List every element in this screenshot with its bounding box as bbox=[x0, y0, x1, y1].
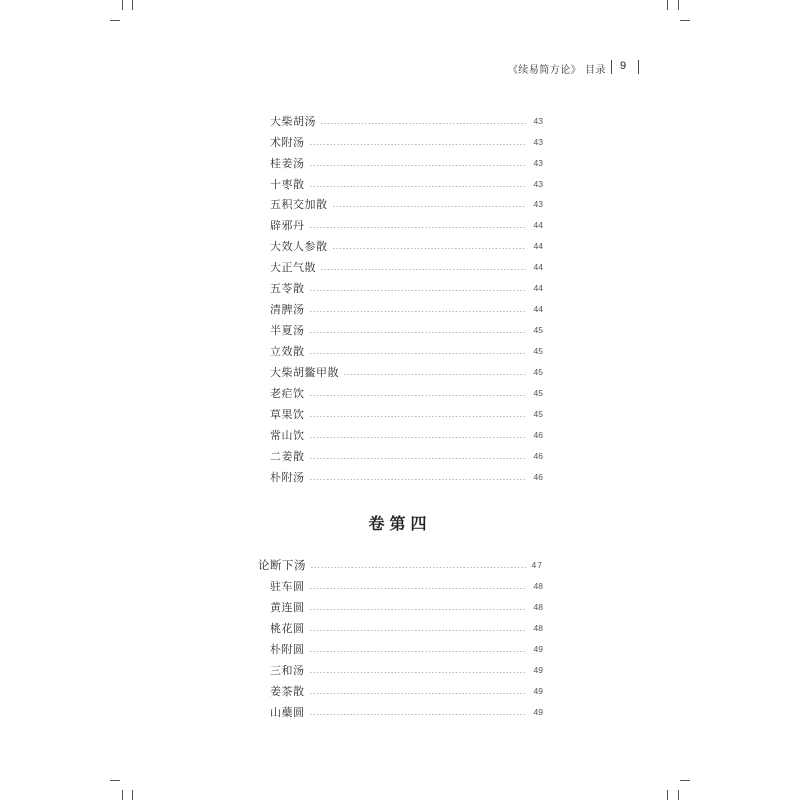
toc-entry-title: 常山饮 bbox=[270, 429, 305, 442]
toc-entry bbox=[270, 385, 543, 401]
toc-entry bbox=[270, 427, 543, 443]
leader-dots bbox=[343, 374, 526, 375]
leader-dots bbox=[309, 651, 527, 652]
toc-entry bbox=[270, 217, 543, 233]
toc-entry-page: 46 bbox=[533, 472, 543, 482]
leader-dots bbox=[332, 206, 527, 207]
volume-heading: 卷第四 bbox=[368, 514, 432, 533]
toc-entry-page: 45 bbox=[533, 346, 543, 356]
crop-mark-top-left bbox=[110, 20, 120, 21]
toc-entry bbox=[270, 620, 543, 636]
leader-dots bbox=[309, 165, 527, 166]
toc-entry-title: 大效人参散 bbox=[270, 240, 328, 253]
leader-dots bbox=[309, 672, 527, 673]
toc-entry bbox=[270, 196, 543, 212]
toc-entry bbox=[270, 683, 543, 699]
leader-dots bbox=[309, 693, 527, 694]
leader-dots bbox=[309, 290, 527, 291]
toc-entry-title: 半夏汤 bbox=[270, 324, 305, 337]
crop-mark-bottom-right bbox=[680, 780, 690, 781]
toc-entry-title: 桃花圆 bbox=[270, 622, 305, 635]
toc-entry bbox=[270, 176, 543, 192]
toc-entry-page: 49 bbox=[533, 707, 543, 717]
toc-entry bbox=[270, 704, 543, 720]
toc-entry bbox=[270, 641, 543, 657]
leader-dots bbox=[309, 144, 527, 145]
toc-entry-title: 大柴胡鳖甲散 bbox=[270, 366, 339, 379]
toc-entry-title: 草果饮 bbox=[270, 408, 305, 421]
toc-entry-page: 49 bbox=[533, 665, 543, 675]
crop-mark-bottom-left bbox=[110, 780, 120, 781]
leader-dots bbox=[309, 395, 527, 396]
toc-entry-title: 桂姜汤 bbox=[270, 157, 305, 170]
toc-section-entry bbox=[258, 557, 543, 573]
toc-entry-page: 44 bbox=[533, 241, 543, 251]
toc-entry bbox=[270, 280, 543, 296]
toc-entry-page: 46 bbox=[533, 451, 543, 461]
leader-dots bbox=[309, 353, 527, 354]
leader-dots bbox=[309, 630, 527, 631]
toc-entry-title: 朴附汤 bbox=[270, 471, 305, 484]
toc-entry bbox=[270, 469, 543, 485]
toc-entry-page: 45 bbox=[533, 325, 543, 335]
toc-entry-page: 43 bbox=[533, 158, 543, 168]
toc-entry-title: 立效散 bbox=[270, 345, 305, 358]
toc-entry-title: 朴附圆 bbox=[270, 643, 305, 656]
crop-mark-bottom-right bbox=[667, 790, 668, 800]
toc-entry bbox=[270, 578, 543, 594]
leader-dots bbox=[309, 458, 527, 459]
toc-entry-title: 术附汤 bbox=[270, 136, 305, 149]
toc-entry-page: 48 bbox=[533, 581, 543, 591]
toc-entry-page: 44 bbox=[533, 304, 543, 314]
toc-entry-page: 48 bbox=[533, 623, 543, 633]
header-divider bbox=[638, 60, 639, 74]
toc-entry-title: 十枣散 bbox=[270, 178, 305, 191]
toc-entry-title: 辟邪丹 bbox=[270, 219, 305, 232]
toc-entry-title: 大正气散 bbox=[270, 261, 316, 274]
toc-entry-page: 43 bbox=[533, 179, 543, 189]
page-number: 9 bbox=[620, 60, 627, 72]
toc-entry bbox=[270, 662, 543, 678]
leader-dots bbox=[309, 186, 527, 187]
toc-entry bbox=[270, 364, 543, 380]
leader-dots bbox=[310, 567, 526, 568]
toc-section-title: 论断下汤 bbox=[258, 558, 306, 572]
running-header bbox=[0, 60, 800, 76]
crop-mark-top-right bbox=[680, 20, 690, 21]
crop-mark-bottom-right bbox=[678, 790, 679, 800]
leader-dots bbox=[309, 714, 527, 715]
toc-entry-page: 44 bbox=[533, 262, 543, 272]
leader-dots bbox=[309, 479, 527, 480]
toc-entry-title: 大柴胡汤 bbox=[270, 115, 316, 128]
toc-entry-title: 清脾汤 bbox=[270, 303, 305, 316]
toc-entry-page: 45 bbox=[533, 367, 543, 377]
crop-mark-bottom-left bbox=[122, 790, 123, 800]
toc-entry bbox=[270, 343, 543, 359]
crop-mark-top-right bbox=[678, 0, 679, 10]
toc-entry-page: 45 bbox=[533, 409, 543, 419]
crop-mark-top-right bbox=[667, 0, 668, 10]
toc-entry-page: 43 bbox=[533, 199, 543, 209]
toc-entry bbox=[270, 301, 543, 317]
leader-dots bbox=[309, 227, 527, 228]
toc-entry-title: 五苓散 bbox=[270, 282, 305, 295]
crop-mark-top-left bbox=[122, 0, 123, 10]
toc-entry-title: 驻车圆 bbox=[270, 580, 305, 593]
toc-entry bbox=[270, 155, 543, 171]
toc-entry-title: 山蘗圆 bbox=[270, 706, 305, 719]
toc-entry-page: 48 bbox=[533, 602, 543, 612]
leader-dots bbox=[309, 311, 527, 312]
crop-mark-bottom-left bbox=[132, 790, 133, 800]
toc-entry bbox=[270, 113, 543, 129]
header-divider bbox=[611, 60, 612, 74]
toc-entry bbox=[270, 134, 543, 150]
toc-entry-title: 二姜散 bbox=[270, 450, 305, 463]
toc-entry-title: 姜茶散 bbox=[270, 685, 305, 698]
toc-entry-page: 43 bbox=[533, 116, 543, 126]
toc-entry bbox=[270, 238, 543, 254]
crop-mark-top-left bbox=[132, 0, 133, 10]
toc-entry-title: 三和汤 bbox=[270, 664, 305, 677]
toc-entry-page: 49 bbox=[533, 644, 543, 654]
toc-entry bbox=[270, 259, 543, 275]
toc-entry bbox=[270, 322, 543, 338]
leader-dots bbox=[309, 609, 527, 610]
toc-entry-page: 49 bbox=[533, 686, 543, 696]
leader-dots bbox=[309, 416, 527, 417]
leader-dots bbox=[320, 123, 526, 124]
leader-dots bbox=[332, 248, 527, 249]
leader-dots bbox=[320, 269, 526, 270]
toc-entry bbox=[270, 448, 543, 464]
toc-entry bbox=[270, 406, 543, 422]
leader-dots bbox=[309, 332, 527, 333]
toc-entry-page: 43 bbox=[533, 137, 543, 147]
toc-entry-title: 五积交加散 bbox=[270, 198, 328, 211]
toc-entry-page: 47 bbox=[531, 560, 543, 570]
toc-entry-page: 45 bbox=[533, 388, 543, 398]
toc-entry bbox=[270, 599, 543, 615]
toc-entry-title: 老疟饮 bbox=[270, 387, 305, 400]
leader-dots bbox=[309, 588, 527, 589]
header-title: 《续易简方论》 目录 bbox=[507, 65, 606, 76]
toc-entry-page: 44 bbox=[533, 283, 543, 293]
toc-entry-page: 44 bbox=[533, 220, 543, 230]
toc-entry-title: 黄连圆 bbox=[270, 601, 305, 614]
leader-dots bbox=[309, 437, 527, 438]
toc-entry-page: 46 bbox=[533, 430, 543, 440]
